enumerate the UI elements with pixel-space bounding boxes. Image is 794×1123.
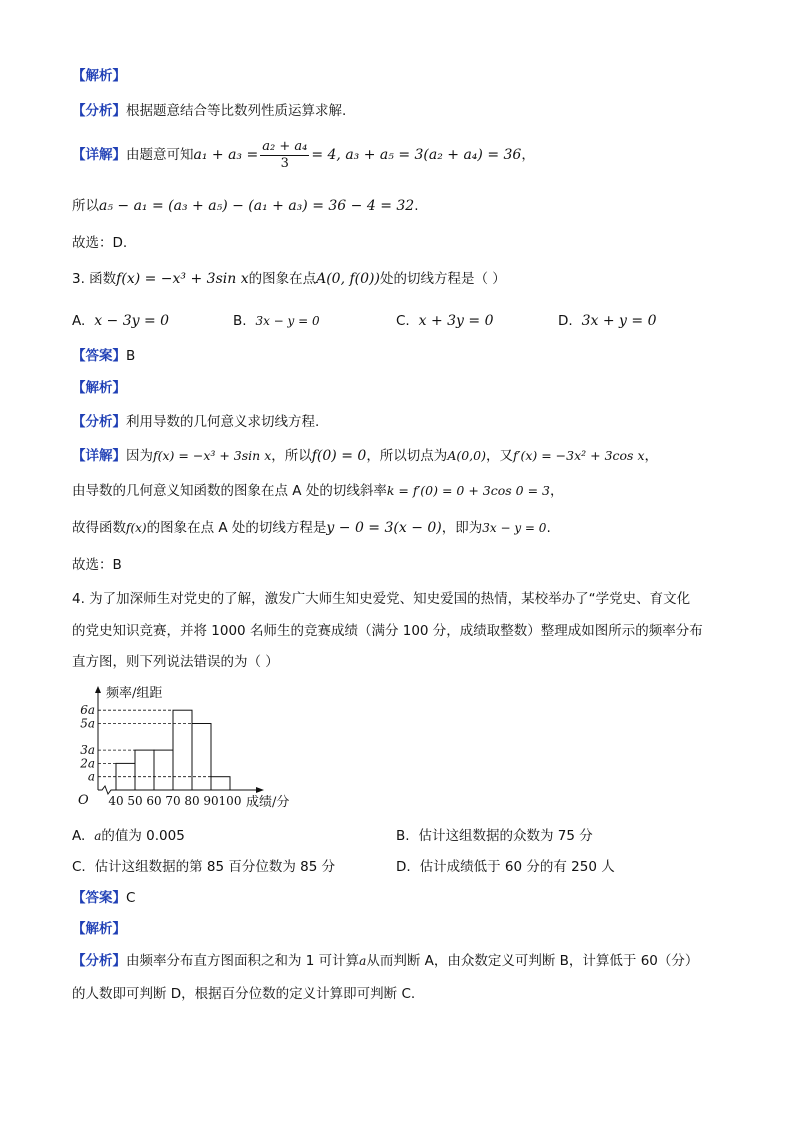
y-axis-arrow (95, 686, 101, 693)
histogram-bar (211, 777, 230, 790)
q3-fenxi (72, 412, 319, 432)
fraction-denominator: 3 (280, 155, 289, 171)
q4-stem-1 (72, 589, 690, 609)
x-tick-label: 50 (127, 794, 143, 808)
y-tick-label: 5a (80, 716, 95, 731)
math-expr: = 4, a₃ + a₅ = 3(a₂ + a₄) = 36 (311, 147, 522, 163)
option-value: 估计成绩低于 60 分的有 250 人 (419, 859, 615, 875)
punct: ， (521, 147, 535, 163)
q4-answer (72, 888, 135, 908)
option-label: D. (558, 313, 573, 329)
x-tick-label: 70 (165, 794, 181, 808)
q3-text: 3. 函数 (72, 271, 117, 287)
option-value: x + 3y = 0 (418, 313, 494, 329)
detail-line-1 (72, 138, 535, 172)
x-axis-arrow (256, 787, 264, 793)
question-3-stem (72, 269, 506, 289)
detail-text: 的图象在点 A 处的切线方程是 (146, 520, 327, 536)
math-expr: A(0,0) (447, 448, 486, 463)
option-label: A. (72, 828, 86, 844)
x-tick-label: 80 (184, 794, 200, 808)
q3-option-a (72, 311, 169, 331)
option-label: B. (233, 313, 247, 329)
q4-text: 4. 为了加深师生对党史的了解，激发广大师生知史爱党、知史爱国的热情，某校举办了“学党史、育文化 (72, 591, 691, 607)
fenxi-tag: 【分析】 (72, 414, 126, 430)
fenxi-tag: 【分析】 (72, 103, 126, 119)
math-expr: k = f′(0) = 0 + 3cos 0 = 3 (386, 483, 550, 498)
punct: ， (644, 448, 658, 464)
option-label: C. (396, 313, 410, 329)
option-value: x − 3y = 0 (94, 313, 170, 329)
detail-text: 由题意可知 (126, 147, 194, 163)
histogram-bar (154, 750, 173, 790)
option-label: C. (72, 859, 86, 875)
math-expr: y − 0 = 3(x − 0) (326, 520, 442, 536)
frequency-histogram (72, 684, 322, 816)
option-value: 3x + y = 0 (581, 313, 657, 329)
option-label: D. (396, 859, 411, 875)
fenxi-text: 的人数即可判断 D，根据百分位数的定义计算即可判断 C. (72, 986, 416, 1002)
q3-option-b (233, 311, 320, 331)
analysis-tag: 【解析】 (72, 380, 126, 396)
q4-analysis-heading (72, 919, 126, 939)
math-expr: a (94, 829, 102, 843)
q4-option-b (396, 826, 593, 846)
y-axis-label: 频率/组距 (106, 686, 163, 701)
option-label: A. (72, 313, 86, 329)
detail-text: 因为 (126, 448, 153, 464)
q3-select (72, 555, 122, 575)
option-value: 的值为 0.005 (101, 828, 185, 844)
answer-tag: 【答案】 (72, 890, 126, 906)
y-tick-label: 2a (80, 756, 95, 771)
punct: . (414, 198, 419, 214)
histogram-bar (192, 724, 211, 791)
histogram-bar (173, 710, 192, 790)
math-expr: a₁ + a₃ = (193, 147, 259, 163)
math-expr: f(x) = −x³ + 3sin x (116, 271, 249, 287)
math-expr: a (359, 954, 367, 968)
q3-detail-2 (72, 481, 563, 501)
detail-text: 由导数的几何意义知函数的图象在点 A 处的切线斜率 (72, 483, 387, 499)
y-tick-label: 6a (80, 703, 95, 718)
q3-option-c (396, 311, 494, 331)
q4-stem-2 (72, 621, 703, 641)
q3-text: 的图象在点 (248, 271, 317, 287)
math-expr: f′(x) = −3x² + 3cos x (512, 448, 645, 463)
option-label: B. (396, 828, 410, 844)
q3-text: 处的切线方程是（ ） (379, 271, 506, 287)
q4-option-d (396, 857, 615, 877)
select-text: 故选：B (72, 557, 122, 573)
analysis-heading-1 (72, 66, 126, 86)
fraction-numerator: a₂ + a₄ (262, 138, 308, 154)
answer-select-line (72, 233, 127, 253)
q4-fenxi-2 (72, 984, 415, 1004)
q3-detail-3 (72, 518, 551, 538)
answer-value: B (126, 348, 136, 364)
detail-line-2 (72, 196, 418, 216)
analysis-tag: 【解析】 (72, 68, 126, 84)
option-value: 估计这组数据的众数为 75 分 (418, 828, 593, 844)
x-tick-label: 40 (108, 794, 124, 808)
q4-stem-3 (72, 652, 279, 672)
y-tick-label: a (87, 769, 95, 784)
option-value: 估计这组数据的第 85 百分位数为 85 分 (94, 859, 336, 875)
x-tick-label: 60 (146, 794, 162, 808)
xiangjie-tag: 【详解】 (72, 448, 126, 464)
fenxi-tag: 【分析】 (72, 953, 126, 969)
xiangjie-tag: 【详解】 (72, 147, 126, 163)
x-axis-label: 成绩/分 (246, 795, 290, 810)
detail-text: 故得函数 (72, 520, 126, 536)
q4-text: 直方图，则下列说法错误的为（ ） (72, 654, 279, 670)
q4-option-a (72, 826, 185, 846)
y-tick-label: 3a (80, 743, 95, 758)
x-tick-label: 90 (203, 794, 219, 808)
math-expr: f(0) = 0 (311, 448, 367, 464)
fenxi-text: 根据题意结合等比数列性质运算求解. (126, 103, 347, 119)
option-value: 3x − y = 0 (255, 314, 320, 328)
q4-fenxi-1 (72, 951, 698, 971)
q3-detail-1 (72, 446, 658, 466)
fenxi-text: 利用导数的几何意义求切线方程. (126, 414, 320, 430)
q3-option-d (558, 311, 656, 331)
origin-label: O (78, 793, 89, 808)
fenxi-text: 从而判断 A，由众数定义可判断 B，计算低于 60（分） (366, 953, 699, 969)
histogram-bar (135, 750, 154, 790)
fenxi-text: 由频率分布直方图面积之和为 1 可计算 (126, 953, 360, 969)
analysis-tag: 【解析】 (72, 921, 126, 937)
q3-analysis-heading (72, 378, 126, 398)
detail-text: 所以 (72, 198, 99, 214)
math-expr: 3x − y = 0 (482, 521, 547, 535)
detail-text: ，所以 (271, 448, 312, 464)
q4-option-c (72, 857, 335, 877)
x-tick-label: 100 (218, 794, 242, 808)
detail-text: ，又 (485, 448, 513, 464)
answer-tag: 【答案】 (72, 348, 126, 364)
math-expr: f(x) (126, 521, 147, 535)
select-text: 故选：D. (72, 235, 128, 251)
punct: ， (549, 483, 564, 499)
q4-text: 的党史知识竞赛，并将 1000 名师生的竞赛成绩（满分 100 分，成绩取整数）整理成如图所示的频率分布 (72, 623, 703, 639)
math-expr: A(0, f(0)) (316, 271, 380, 287)
detail-text: ，即为 (441, 520, 483, 536)
q3-answer (72, 346, 135, 366)
math-expr: f(x) = −x³ + 3sin x (153, 448, 272, 463)
detail-text: ，所以切点为 (366, 448, 448, 464)
math-expr: a₅ − a₁ = (a₃ + a₅) − (a₁ + a₃) = 36 − 4 = 32 (99, 198, 415, 214)
answer-value: C (126, 890, 136, 906)
fraction (260, 139, 309, 172)
analysis-line-1 (72, 101, 346, 121)
punct: . (546, 520, 551, 536)
